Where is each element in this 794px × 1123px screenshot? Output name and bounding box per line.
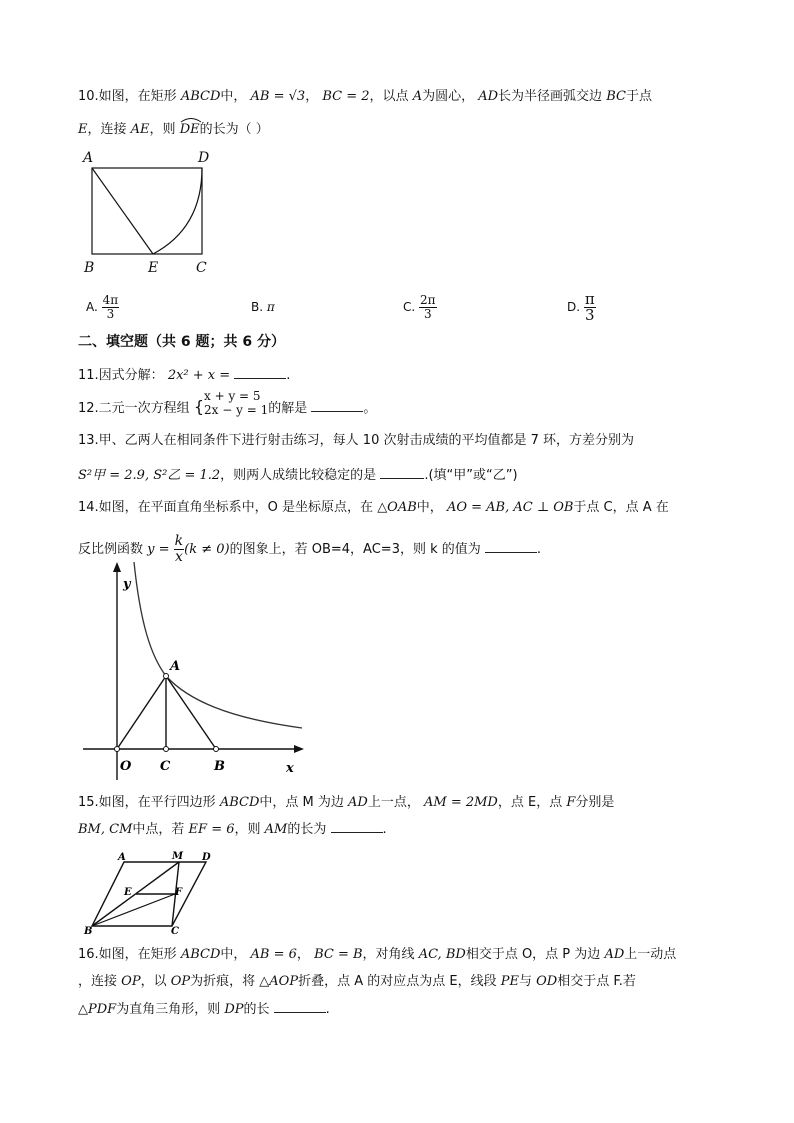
point-b [214,747,219,752]
segment-ae [92,168,153,254]
section-heading: 二、填空题（共 6 题；共 6 分） [78,334,285,350]
answer-blank[interactable] [485,540,537,553]
label-b: B [214,759,225,774]
q12: 12.二元一次方程组 { x + y = 5 2x − y = 1 的解是 。 [78,388,377,417]
q16-line2: ，连接 OP，以 OP为折痕，将 △AOP折叠，点 A 的对应点为点 E，线段 PE与 OD相交于点 F.若 [78,974,636,989]
q13-line2: S²甲 = 2.9, S²乙 = 1.2，则两人成绩比较稳定的是 .(填“甲”或“乙”) [78,468,518,483]
q10-figure [78,148,218,278]
option-d[interactable]: D. $\frac{\pi}{3}$ [567,290,595,324]
q13-line1: 13.甲、乙两人在相同条件下进行射击练习，每人 10 次射击成绩的平均值都是 7 环，方差分别为 [78,433,635,448]
hyperbola-curve [134,562,302,728]
label-y: y [123,577,131,592]
answer-blank[interactable] [274,1000,326,1013]
label-a: A [170,659,181,674]
label-f: F [175,887,183,898]
label-b: B [84,260,95,276]
rectangle-abcd [92,168,202,254]
segment-ab [166,676,216,749]
q16-line3: △PDF为直角三角形，则 DP的长 . [78,1002,330,1017]
q15-figure [80,848,220,938]
label-d: D [202,852,211,863]
q14-line2: 反比例函数 y = $\frac{k}{x}$ (k ≠ 0)的图象上，若 OB=4，AC=3，则 k 的值为 . [78,533,542,565]
label-d: D [198,150,210,166]
point-c [164,747,169,752]
arc-de-label: DE [180,121,200,139]
label-a: A [83,150,94,166]
x-axis-arrow [294,745,304,753]
point-o [115,747,120,752]
q15-line1: 15.如图，在平行四边形 ABCD中，点 M 为边 AD上一点， AM = 2MD，点 E，点 F分别是 [78,795,615,810]
label-a: A [118,852,126,863]
arc-symbol [180,117,202,123]
option-c[interactable]: C. $\frac{2\pi}{3}$ [403,293,436,321]
answer-blank[interactable] [234,366,286,379]
label-e: E [124,887,132,898]
label-c: C [160,759,171,774]
label-e: E [148,260,159,276]
option-a[interactable]: A. $\frac{4\pi}{3}$ [86,293,119,321]
q10-line2: E，连接 AE，则 DE的长为（ ） [78,121,269,139]
q14-figure [78,560,308,790]
y-axis-arrow [113,562,121,572]
q14-line1: 14.如图，在平面直角坐标系中，O 是坐标原点，在 △OAB中， AO = AB, AC ⊥ OB于点 C，点 A 在 [78,500,669,515]
option-b[interactable]: B. π [251,300,275,314]
answer-blank[interactable] [380,466,424,479]
label-c: C [196,260,207,276]
answer-blank[interactable] [331,820,383,833]
q10-line1: 10.如图，在矩形 ABCD中， AB = √3， BC = 2，以点 A为圆心， AD长为半径画弧交边 BC于点 [78,89,652,104]
segment-oa [117,676,166,749]
arc-de [153,168,202,254]
answer-blank[interactable] [311,399,363,412]
label-x: x [286,761,294,776]
label-b: B [84,926,93,937]
segment-bf [92,894,175,926]
q16-line1: 16.如图，在矩形 ABCD中， AB = 6， BC = B，对角线 AC, BD相交于点 O，点 P 为边 AD上一动点 [78,947,677,962]
label-m: M [172,851,184,862]
q11: 11.因式分解： 2x² + x = . [78,368,291,383]
q15-line2: BM, CM中点，若 EF = 6，则 AM的长为 . [78,822,387,837]
point-a [164,674,169,679]
label-o: O [120,759,132,774]
label-c: C [171,926,179,937]
